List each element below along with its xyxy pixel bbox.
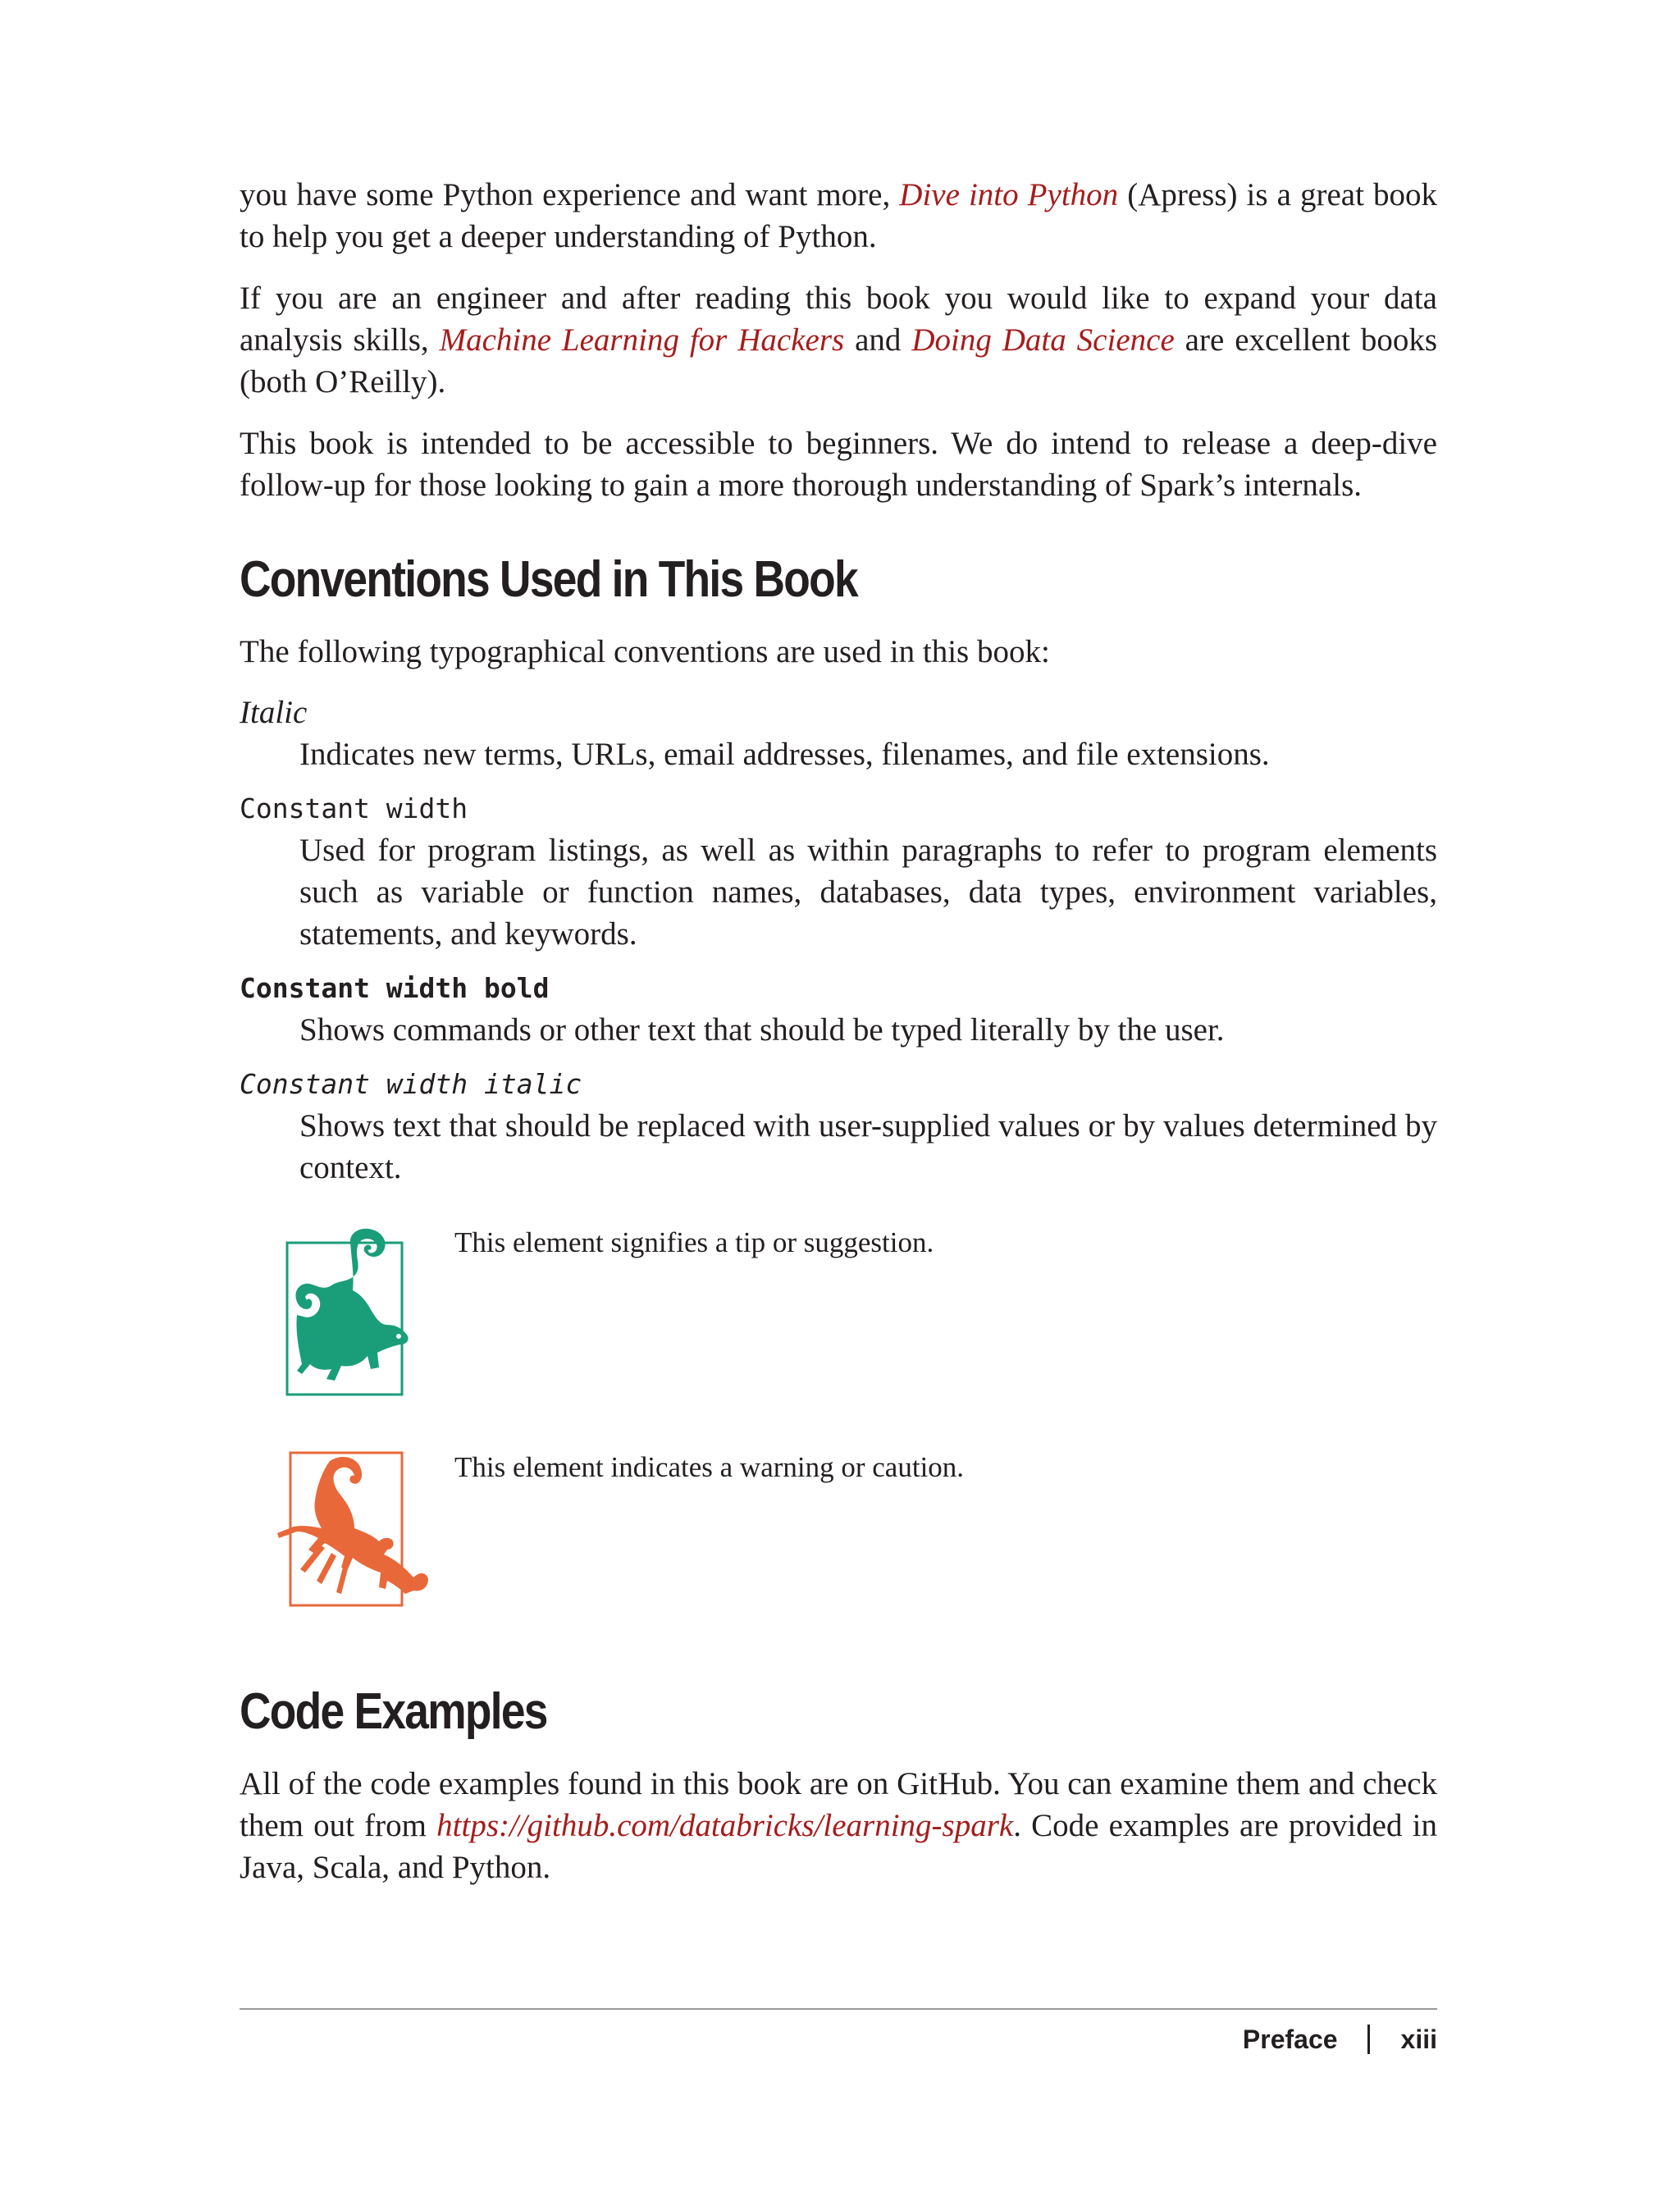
github-repo-link[interactable]: https://github.com/databricks/learning-spark <box>436 1808 1014 1843</box>
scorpion-icon <box>272 1449 428 1622</box>
intro-p2-mid: and <box>844 322 912 358</box>
dive-into-python-link[interactable]: Dive into Python <box>899 177 1119 212</box>
term-constant-width-bold: Constant width bold <box>240 972 550 1004</box>
conventions-intro: The following typographical conventions are used in this book: <box>240 634 1050 669</box>
machine-learning-for-hackers-link[interactable]: Machine Learning for Hackers <box>439 322 845 358</box>
warning-note <box>240 1449 1437 1638</box>
code-examples-heading: Code Examples <box>240 1683 547 1740</box>
definition-constant-width-bold: Shows commands or other text that should be typed literally by the user. <box>299 1012 1225 1048</box>
code-examples-before: All of the code examples found in this book are on GitHub. You can examine them and check them out from <box>240 1766 1437 1843</box>
footer-separator <box>1367 2025 1370 2054</box>
term-constant-width-italic: Constant width italic <box>240 1068 582 1100</box>
definition-constant-width-italic: Shows text that should be replaced with user-supplied values or by values determined by context. <box>299 1108 1437 1185</box>
doing-data-science-link[interactable]: Doing Data Science <box>911 322 1175 358</box>
intro-p2-before: If you are an engineer and after reading this book you would like to expand your data analysis skills, <box>240 281 1437 358</box>
footer-section-title: Preface <box>1242 2025 1338 2054</box>
footer-divider <box>240 2008 1437 2010</box>
code-examples-after: . Code examples are provided in Java, Scala, and Python. <box>240 1808 1437 1885</box>
intro-p1-before: you have some Python experience and want more, <box>240 177 900 212</box>
intro-paragraph-2 <box>240 277 1437 403</box>
code-examples-paragraph <box>240 1763 1437 1888</box>
intro-p1-after: (Apress) is a great book to help you get a deeper understanding of Python. <box>240 177 1437 254</box>
intro-p2-after: are excellent books (both O’Reilly). <box>240 322 1438 399</box>
warning-text: This element indicates a warning or caution. <box>454 1451 965 1483</box>
page-footer <box>1243 2021 1437 2057</box>
intro-paragraph-1 <box>240 174 1437 258</box>
term-constant-width: Constant width <box>240 792 468 824</box>
footer-page-number: xiii <box>1400 2025 1437 2054</box>
tip-text: This element signifies a tip or suggestion. <box>454 1226 934 1258</box>
lemur-icon <box>272 1225 428 1397</box>
intro-paragraph-3: This book is intended to be accessible to beginners. We do intend to release a deep-dive follow-up for those looking to gain a more thorough understanding of Spark’s internals. <box>240 426 1437 503</box>
term-italic: Italic <box>240 695 308 730</box>
page-content <box>240 174 1437 1908</box>
definition-constant-width: Used for program listings, as well as within paragraphs to refer to program elements such as variable or function names, databases, data types, environment variables, statements, and keywords. <box>299 833 1437 952</box>
conventions-heading: Conventions Used in This Book <box>240 551 857 608</box>
tip-note <box>240 1225 1437 1430</box>
definition-italic: Indicates new terms, URLs, email addresses, filenames, and file extensions. <box>299 737 1270 772</box>
